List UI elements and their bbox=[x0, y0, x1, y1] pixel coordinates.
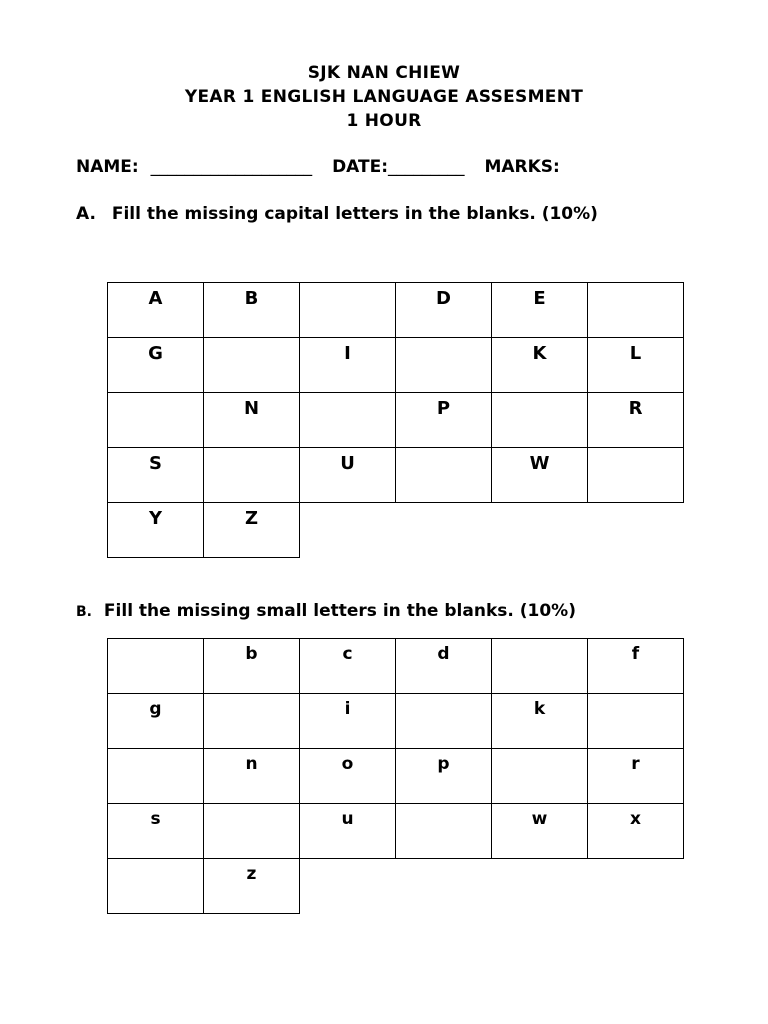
letter-cell: G bbox=[107, 337, 204, 393]
blank-letter-cell[interactable] bbox=[299, 392, 396, 448]
blank-letter-cell[interactable] bbox=[491, 392, 588, 448]
blank-letter-cell[interactable] bbox=[587, 447, 684, 503]
blank-letter-cell[interactable] bbox=[491, 638, 588, 694]
letter-cell: N bbox=[203, 392, 300, 448]
blank-letter-cell[interactable] bbox=[395, 337, 492, 393]
blank-letter-cell[interactable] bbox=[107, 392, 204, 448]
letter-cell: x bbox=[587, 803, 684, 859]
section-b-prefix: B. bbox=[76, 604, 92, 620]
date-field[interactable]: _________ bbox=[388, 157, 465, 177]
date-label: DATE: bbox=[332, 157, 389, 177]
letter-cell: r bbox=[587, 748, 684, 804]
blank-letter-cell[interactable] bbox=[203, 447, 300, 503]
letter-cell: k bbox=[491, 693, 588, 749]
letter-cell: o bbox=[299, 748, 396, 804]
letter-cell: c bbox=[299, 638, 396, 694]
letter-cell: s bbox=[107, 803, 204, 859]
blank-letter-cell[interactable] bbox=[395, 693, 492, 749]
capital-letters-grid bbox=[107, 282, 683, 558]
letter-cell: P bbox=[395, 392, 492, 448]
blank-letter-cell[interactable] bbox=[203, 803, 300, 859]
letter-cell: R bbox=[587, 392, 684, 448]
assessment-duration: 1 HOUR bbox=[346, 111, 422, 131]
letter-cell: d bbox=[395, 638, 492, 694]
letter-cell: Z bbox=[203, 502, 300, 558]
section-a-instruction: Fill the missing capital letters in the blanks. (10%) bbox=[111, 204, 598, 224]
letter-cell: b bbox=[203, 638, 300, 694]
assessment-title: YEAR 1 ENGLISH LANGUAGE ASSESMENT bbox=[184, 87, 584, 107]
school-name: SJK NAN CHIEW bbox=[307, 63, 461, 83]
blank-letter-cell[interactable] bbox=[491, 748, 588, 804]
blank-letter-cell[interactable] bbox=[107, 858, 204, 914]
letter-cell: S bbox=[107, 447, 204, 503]
letter-cell: f bbox=[587, 638, 684, 694]
section-b-instruction: Fill the missing small letters in the blanks. (10%) bbox=[103, 601, 576, 621]
letter-cell: g bbox=[107, 693, 204, 749]
blank-letter-cell[interactable] bbox=[203, 693, 300, 749]
blank-letter-cell[interactable] bbox=[107, 638, 204, 694]
letter-cell: w bbox=[491, 803, 588, 859]
letter-cell: I bbox=[299, 337, 396, 393]
student-info-row bbox=[76, 157, 696, 177]
letter-cell: W bbox=[491, 447, 588, 503]
blank-letter-cell[interactable] bbox=[395, 447, 492, 503]
letter-cell: B bbox=[203, 282, 300, 338]
blank-letter-cell[interactable] bbox=[587, 693, 684, 749]
letter-cell: p bbox=[395, 748, 492, 804]
letter-cell: Y bbox=[107, 502, 204, 558]
section-b-heading bbox=[76, 601, 576, 621]
blank-letter-cell[interactable] bbox=[587, 282, 684, 338]
blank-letter-cell[interactable] bbox=[107, 748, 204, 804]
blank-letter-cell[interactable] bbox=[203, 337, 300, 393]
blank-letter-cell[interactable] bbox=[395, 803, 492, 859]
name-field[interactable]: ___________________ bbox=[150, 157, 313, 177]
name-label: NAME: bbox=[76, 157, 139, 177]
letter-cell: n bbox=[203, 748, 300, 804]
letter-cell: D bbox=[395, 282, 492, 338]
letter-cell: i bbox=[299, 693, 396, 749]
letter-cell: u bbox=[299, 803, 396, 859]
letter-cell: E bbox=[491, 282, 588, 338]
blank-letter-cell[interactable] bbox=[299, 282, 396, 338]
letter-cell: A bbox=[107, 282, 204, 338]
letter-cell: z bbox=[203, 858, 300, 914]
letter-cell: L bbox=[587, 337, 684, 393]
small-letters-grid bbox=[107, 638, 683, 914]
letter-cell: K bbox=[491, 337, 588, 393]
section-a-prefix: A. bbox=[76, 204, 96, 224]
letter-cell: U bbox=[299, 447, 396, 503]
section-a-heading bbox=[76, 204, 598, 224]
marks-label: MARKS: bbox=[484, 157, 560, 177]
